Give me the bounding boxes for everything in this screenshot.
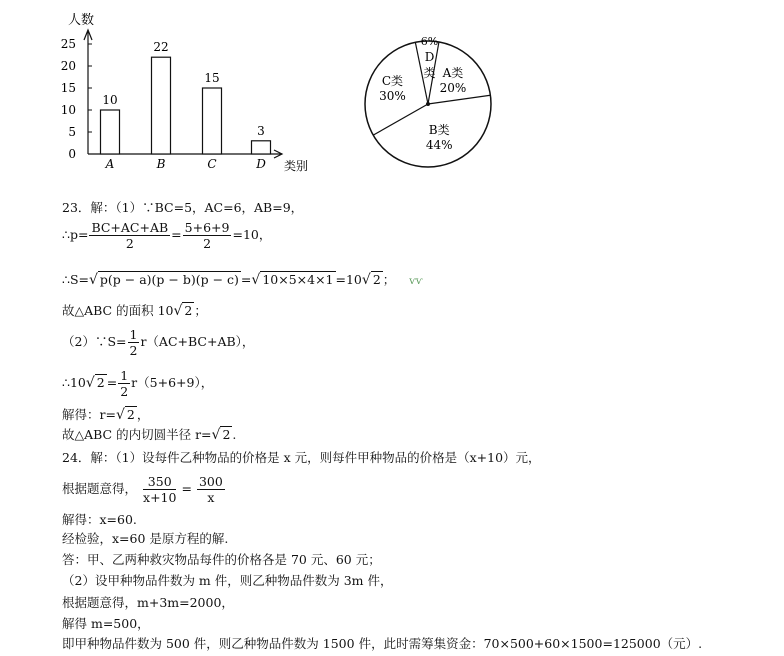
pie-slice-name-char: D (424, 50, 435, 64)
q23-line6 (62, 368, 213, 399)
q23-l2-eq: = (171, 227, 182, 242)
q23-l3-rad2: 10×5×4×1 (262, 272, 334, 287)
bar-chart-ylabel: 人数 (68, 13, 95, 28)
q23-l6-frac-num: 1 (120, 368, 129, 383)
q24-l2-frac1-num: 350 (143, 474, 176, 490)
q23-l6-frac-den: 2 (120, 384, 129, 399)
pie-slice-percent: 44% (425, 137, 453, 152)
q23-l2-frac1-den: 2 (125, 236, 134, 251)
pie-slice-name: C类 (381, 73, 404, 88)
pie-slice-percent: 30% (379, 88, 406, 103)
q24-l2-frac2-num: 300 (198, 474, 223, 489)
y-tick-label: 15 (60, 81, 76, 95)
bar-chart-xlabel: 类别 (284, 159, 309, 173)
q23-l5-post: r（AC+BC+AB）， (140, 334, 255, 349)
q24-l2-frac2-den: x (207, 490, 215, 505)
q23-l4-post: ； (194, 303, 207, 318)
q24-line3: 解得：x=60. (62, 512, 137, 527)
q24-line6: （2）设甲种物品件数为 m 件，则乙种物品件数为 3m 件， (62, 573, 393, 588)
q23-line4 (62, 303, 207, 319)
bar-value-label: 3 (257, 123, 265, 138)
pie-slice-name: B类 (428, 122, 450, 137)
q23-l5-pre: （2）∵S= (62, 334, 127, 349)
q23-l8-rad: 2 (222, 427, 231, 442)
q23-l6-pre: ∴10 (62, 375, 86, 390)
q24-l2-frac2 (197, 474, 225, 505)
q23-l6-rad: 2 (96, 375, 105, 390)
bar-value-label: 22 (153, 40, 169, 55)
q23-l3-post2: ； (382, 272, 396, 287)
q23-l4-pre: 故△ABC 的面积 10 (62, 303, 174, 318)
sqrt-symbol: √ (173, 303, 183, 319)
bar-value-label: 10 (102, 93, 118, 107)
sqrt-symbol: √ (361, 272, 371, 288)
pie-slice-name-char: 类 (423, 66, 436, 80)
pie-slice-name: A类 (442, 65, 464, 80)
q23-l2-post: =10， (232, 227, 272, 242)
x-tick-label: C (207, 157, 217, 171)
q23-line2 (62, 220, 271, 251)
q23-l2-pre: ∴p= (62, 227, 89, 242)
pie-slice-percent: 6% (420, 35, 439, 48)
sqrt-symbol: √ (251, 272, 261, 288)
q23-l6-post: r（5+6+9）， (131, 375, 214, 390)
q23-l2-frac1 (89, 220, 170, 251)
q23-line7 (62, 407, 149, 423)
q23-l2-frac2-num: 5+6+9 (184, 220, 230, 235)
q23-l6-eq: = (106, 375, 118, 390)
sqrt-symbol: √ (115, 407, 125, 423)
q24-line7: 根据题意得，m+3m=2000， (62, 595, 234, 610)
y-tick-label: 0 (68, 147, 76, 161)
q23-l5-frac-den: 2 (129, 343, 138, 358)
sqrt-symbol: √ (89, 272, 98, 288)
q23-l4-rad: 2 (184, 303, 193, 318)
sqrt-symbol: √ (85, 375, 95, 391)
q24-line9: 即甲种物品件数为 500 件，则乙种物品件数为 1500 件，此时需筹集资金：70×500+60×1500=125000（元）. (62, 636, 703, 651)
y-tick-label: 10 (60, 103, 76, 117)
q23-l3-pre: ∴S= (62, 272, 89, 287)
q23-l5-frac (128, 327, 140, 358)
sqrt-symbol: √ (211, 427, 221, 443)
q23-l3-post1: =10 (335, 272, 362, 287)
q23-l3-rad1: p(p − a)(p − b)(p − c) (99, 272, 239, 287)
q24-line1: 24．解：（1）设每件乙种物品的价格是 x 元，则每件甲种物品的价格是（x+10）元， (62, 450, 541, 465)
q24-line5: 答：甲、乙两种救灾物品每件的价格各是 70 元、60 元； (62, 552, 381, 567)
q23-l2-frac2-den: 2 (203, 236, 212, 251)
pie-slice-percent: 20% (439, 80, 467, 95)
q24-line4: 经检验，x=60 是原方程的解. (62, 531, 229, 546)
q24-l2-frac1 (143, 474, 176, 505)
q23-l3-mid: = (240, 272, 252, 287)
q23-l8-pre: 故△ABC 的内切圆半径 r= (62, 427, 212, 442)
q24-l2-pre: 根据题意得， (62, 481, 138, 496)
y-tick-label: 25 (60, 37, 76, 51)
q23-l5-frac-num: 1 (129, 327, 138, 342)
q23-l6-frac (118, 368, 130, 399)
q23-l8-post: . (232, 427, 237, 442)
x-tick-label: D (256, 157, 266, 171)
pie-center (426, 102, 430, 106)
q23-l7-post: ， (136, 407, 150, 422)
x-tick-label: B (156, 157, 166, 171)
pie-chart (0, 0, 784, 180)
q23-l3-rad3: 2 (372, 272, 381, 287)
y-tick-label: 20 (60, 59, 76, 73)
q23-line8 (62, 427, 236, 443)
q24-l2-eq: = (181, 481, 192, 496)
q23-l7-rad: 2 (126, 407, 135, 422)
q23-line3 (62, 272, 423, 290)
q23-l2-frac2 (183, 220, 232, 251)
y-tick-label: 5 (68, 125, 76, 139)
q23-line1: 23．解：（1）∵BC=5，AC=6，AB=9， (62, 200, 304, 215)
q23-line5 (62, 327, 254, 358)
bar-value-label: 15 (204, 71, 220, 85)
q23-l2-frac1-num: BC+AC+AB (91, 220, 169, 235)
q24-line8: 解得 m=500， (62, 616, 150, 631)
x-tick-label: A (105, 157, 115, 171)
wavy-mark-icon: ⱱⱱ (409, 276, 423, 287)
q24-l2-frac1-den: x+10 (143, 490, 177, 505)
q23-l7-pre: 解得：r= (62, 407, 116, 422)
q24-line2 (62, 474, 226, 505)
